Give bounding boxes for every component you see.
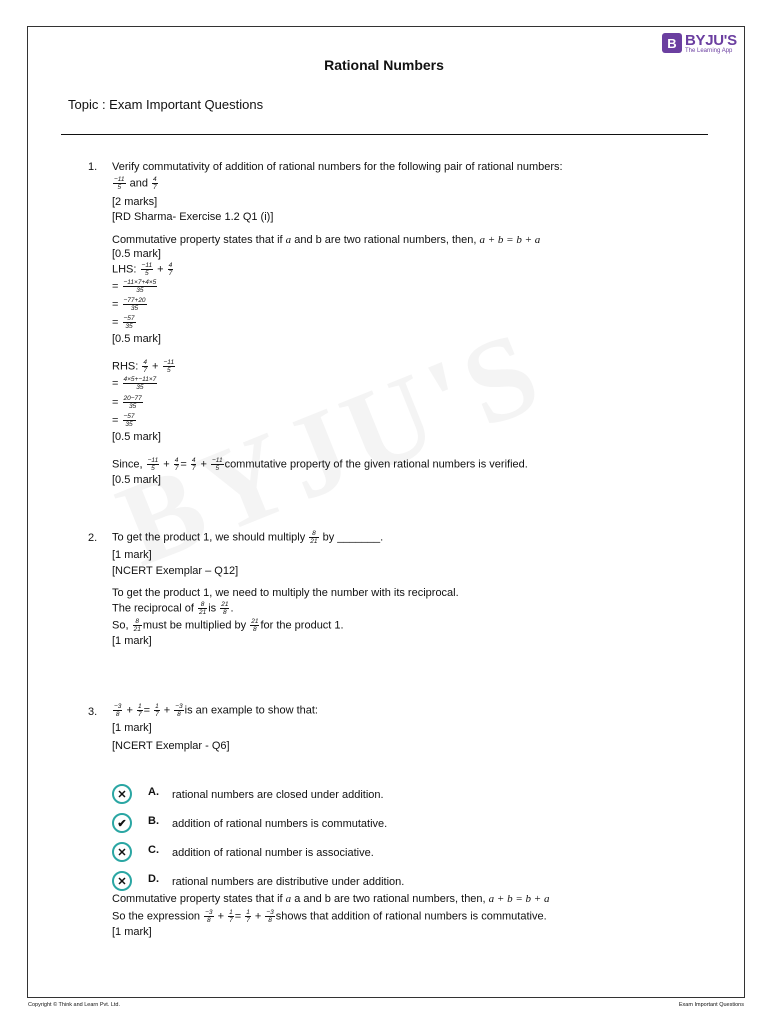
q2-text: To get the product 1, we should multiply $\frac{8}{21}$ by _______. [112, 530, 384, 545]
q3-text: $\frac{-3}{8}$ + $\frac{1}{7}$ = $\frac{1}{7}$ + $\frac{-3}{8}$ is an example to show that: [114, 703, 318, 718]
option-d-text[interactable]: rational numbers are distributive under addition. [172, 876, 405, 888]
q1-rhs-step3: = $\frac{-57}{35}$ [112, 413, 135, 428]
option-b-letter: B. [148, 815, 159, 827]
option-c-text[interactable]: addition of rational number is associative. [172, 847, 374, 859]
option-a-text[interactable]: rational numbers are closed under addition. [172, 789, 384, 801]
q2-marks: [1 mark] [112, 549, 152, 561]
q3-answer-2: So the expression $\frac{-3}{8}$ + $\frac{1}{7}$ = $\frac{1}{7}$ + $\frac{-3}{8}$ shows that addition of rational numbers is commutative. [112, 909, 547, 924]
q1-rhs-step2: = $\frac{20-77}{35}$ [112, 395, 142, 410]
q1-since: Since, $\frac{-11}{5}$ + $\frac{4}{7}$ = $\frac{4}{7}$ + $\frac{-11}{5}$ commutative property of the given rational numbers is verified. [112, 457, 528, 472]
option-d-letter: D. [148, 873, 159, 885]
q1-lhs: LHS: $\frac{-11}{5}$ + $\frac{4}{7}$ [112, 262, 173, 277]
header-divider [61, 134, 708, 135]
q1-number: 1. [88, 161, 98, 173]
q3-answer-1: Commutative property states that if a a and b are two rational numbers, then, a + b = b + a [112, 893, 550, 905]
q1-half-mark: [0.5 mark] [112, 431, 161, 443]
q1-pair: $\frac{-11}{5}$ and $\frac{4}{7}$ [114, 176, 157, 191]
q2-answer-2: The reciprocal of $\frac{8}{21}$ is $\frac{21}{8}$ . [112, 601, 234, 616]
option-c-cross-icon[interactable]: ✕ [112, 842, 132, 862]
q1-rhs: RHS: $\frac{4}{7}$ + $\frac{-11}{5}$ [112, 359, 175, 374]
q3-number: 3. [88, 706, 98, 718]
logo-name: BYJU'S [685, 32, 737, 49]
q1-source: [RD Sharma- Exercise 1.2 Q1 (i)] [112, 211, 274, 223]
q1-rhs-step1: = $\frac{4\times 5+-11\times 7}{35}$ [112, 376, 157, 391]
option-d-cross-icon[interactable]: ✕ [112, 871, 132, 891]
q1-half-mark: [0.5 mark] [112, 474, 161, 486]
q2-source: [NCERT Exemplar – Q12] [112, 565, 239, 577]
q1-lhs-step3: = $\frac{-57}{35}$ [112, 315, 135, 330]
q1-lhs-step2: = $\frac{-77+20}{35}$ [112, 297, 146, 312]
q2-number: 2. [88, 532, 98, 544]
q3-marks: [1 mark] [112, 722, 152, 734]
q1-property: Commutative property states that if a and b are two rational numbers, then, a + b = b + a [112, 234, 541, 246]
q1-text: Verify commutativity of addition of rational numbers for the following pair of rational numbers: [112, 161, 563, 173]
footer-label: Exam Important Questions [678, 1002, 744, 1008]
fraction: $\frac{-11}{5}$ [114, 176, 125, 191]
q2-marks: [1 mark] [112, 635, 152, 647]
fraction: $\frac{4}{7}$ [153, 176, 157, 191]
footer-copyright: Copyright © Think and Learn Pvt. Ltd. [28, 1002, 121, 1008]
q3-marks: [1 mark] [112, 926, 152, 938]
option-b-text[interactable]: addition of rational numbers is commutative. [172, 818, 388, 830]
q1-half-mark: [0.5 mark] [112, 248, 161, 260]
q1-lhs-step1: = $\frac{-11\times 7+4\times 5}{35}$ [112, 279, 157, 294]
page-title: Rational Numbers [324, 57, 444, 73]
q1-marks: [2 marks] [112, 196, 158, 208]
q2-answer-3: So, $\frac{8}{21}$ must be multiplied by $\frac{21}{8}$ for the product 1. [112, 618, 344, 633]
logo-tagline: The Learning App [685, 48, 733, 54]
option-a-letter: A. [148, 786, 159, 798]
option-c-letter: C. [148, 844, 159, 856]
byjus-logo [662, 33, 737, 55]
option-b-check-icon[interactable]: ✔ [112, 813, 132, 833]
logo-mark: B [662, 33, 682, 53]
q3-source: [NCERT Exemplar - Q6] [112, 740, 230, 752]
q1-half-mark: [0.5 mark] [112, 333, 161, 345]
topic-line: Topic : Exam Important Questions [68, 97, 264, 112]
option-a-cross-icon[interactable]: ✕ [112, 784, 132, 804]
q2-answer-1: To get the product 1, we need to multiply the number with its reciprocal. [112, 587, 459, 599]
